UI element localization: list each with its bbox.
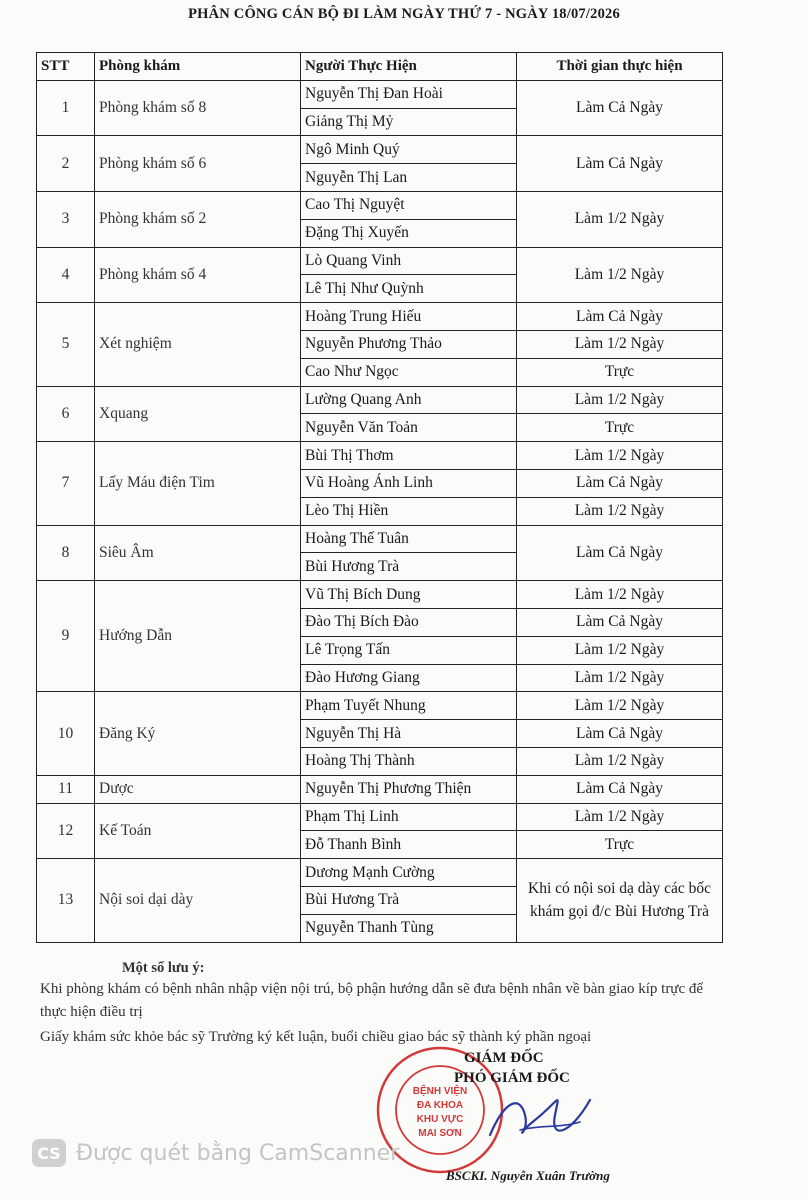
cell-person: Bùi Thị Thơm (301, 442, 517, 470)
cell-time: Làm Cả Ngày (517, 720, 723, 748)
header-stt: STT (37, 53, 95, 81)
cell-person: Đỗ Thanh Bình (301, 831, 517, 859)
cell-time: Làm 1/2 Ngày (517, 191, 723, 247)
cell-time: Làm Cả Ngày (517, 80, 723, 136)
cell-clinic: Siêu Âm (95, 525, 301, 581)
cell-person: Đào Thị Bích Đào (301, 608, 517, 636)
note-item: Giấy khám sức khỏe bác sỹ Trường ký kết luận, buổi chiều giao bác sỹ thành ký phần ngoại (40, 1029, 592, 1045)
table-row (37, 80, 723, 108)
cell-stt: 12 (37, 803, 95, 859)
cell-time: Làm 1/2 Ngày (517, 442, 723, 470)
cell-clinic: Hướng Dẫn (95, 581, 301, 692)
cell-stt: 7 (37, 442, 95, 525)
stamp-line: KHU VỰC (416, 1114, 464, 1125)
table-row (37, 386, 723, 414)
cell-clinic: Lấy Máu điện Tim (95, 442, 301, 525)
cell-time: Trực (517, 358, 723, 386)
cell-person: Nguyễn Thị Phương Thiện (301, 775, 517, 803)
cell-person: Dương Mạnh Cường (301, 859, 517, 887)
cell-stt: 6 (37, 386, 95, 442)
assignment-table (36, 52, 723, 943)
cell-time: Làm 1/2 Ngày (517, 803, 723, 831)
cell-person: Giảng Thị Mỷ (301, 108, 517, 136)
cell-person: Ngô Minh Quý (301, 136, 517, 164)
cell-person: Lèo Thị Hiền (301, 497, 517, 525)
table-row (37, 775, 723, 803)
header-clinic: Phòng khám (95, 53, 301, 81)
table-row (37, 581, 723, 609)
cell-person: Vũ Hoàng Ánh Linh (301, 469, 517, 497)
cell-stt: 10 (37, 692, 95, 775)
cell-person: Lê Thị Như Quỳnh (301, 275, 517, 303)
cell-person: Đào Hương Giang (301, 664, 517, 692)
cell-stt: 9 (37, 581, 95, 692)
cell-person: Nguyễn Phương Thảo (301, 330, 517, 358)
cell-time: Khi có nội soi dạ dày các bốc khám gọi đ/c Bùi Hương Trà (517, 859, 723, 942)
cell-person: Hoàng Thế Tuân (301, 525, 517, 553)
cell-stt: 13 (37, 859, 95, 942)
table-header-row (37, 53, 723, 81)
camscanner-text: Được quét bằng CamScanner (76, 1140, 400, 1166)
director-title: GIÁM ĐỐC (464, 1050, 544, 1066)
cell-person: Nguyễn Thị Lan (301, 164, 517, 192)
signer-name: BSCKI. Nguyễn Xuân Trường (446, 1168, 610, 1183)
handwritten-signature (480, 1080, 600, 1150)
page-title: PHÂN CÔNG CÁN BỘ ĐI LÀM NGÀY THỨ 7 - NGÀY 18/07/2026 (188, 6, 620, 22)
table-row (37, 191, 723, 219)
table-row (37, 136, 723, 164)
cell-clinic: Phòng khám số 6 (95, 136, 301, 192)
cell-time: Trực (517, 414, 723, 442)
stamp-line: ĐA KHOA (416, 1100, 464, 1111)
note-item: Khi phòng khám có bệnh nhân nhập viện nội trú, bộ phận hướng dẫn sẽ đưa bệnh nhân về bàn giao kíp trực để thực hiện điều trị (40, 981, 704, 1020)
camscanner-logo-icon: CS (32, 1139, 66, 1167)
cell-person: Phạm Thị Linh (301, 803, 517, 831)
header-person: Người Thực Hiện (301, 53, 517, 81)
cell-clinic: Phòng khám số 2 (95, 191, 301, 247)
cell-clinic: Phòng khám số 4 (95, 247, 301, 303)
cell-person: Đặng Thị Xuyến (301, 219, 517, 247)
cell-time: Trực (517, 831, 723, 859)
cell-time: Làm Cả Ngày (517, 469, 723, 497)
cell-time: Làm Cả Ngày (517, 608, 723, 636)
table-row (37, 692, 723, 720)
notes-section (40, 960, 730, 1051)
cell-person: Cao Thị Nguyệt (301, 191, 517, 219)
cell-clinic: Xét nghiệm (95, 303, 301, 386)
header-time: Thời gian thực hiện (517, 53, 723, 81)
table-row (37, 303, 723, 331)
cell-person: Bùi Hương Trà (301, 886, 517, 914)
cell-time: Làm 1/2 Ngày (517, 581, 723, 609)
cell-stt: 1 (37, 80, 95, 136)
cell-person: Lường Quang Anh (301, 386, 517, 414)
table-body (37, 80, 723, 942)
cell-person: Lê Trọng Tấn (301, 636, 517, 664)
table-row (37, 803, 723, 831)
cell-clinic: Đăng Ký (95, 692, 301, 775)
cell-person: Cao Như Ngọc (301, 358, 517, 386)
notes-title: Một số lưu ý: (122, 960, 205, 976)
cell-person: Nguyễn Thị Đan Hoài (301, 80, 517, 108)
cell-stt: 8 (37, 525, 95, 581)
cell-person: Lò Quang Vinh (301, 247, 517, 275)
cell-time: Làm 1/2 Ngày (517, 330, 723, 358)
stamp-line: MAI SƠN (418, 1128, 462, 1139)
cell-time: Làm 1/2 Ngày (517, 497, 723, 525)
cell-time: Làm Cả Ngày (517, 775, 723, 803)
cell-stt: 11 (37, 775, 95, 803)
cell-stt: 2 (37, 136, 95, 192)
cell-clinic: Dược (95, 775, 301, 803)
cell-clinic: Xquang (95, 386, 301, 442)
cell-time: Làm 1/2 Ngày (517, 664, 723, 692)
cell-person: Bùi Hương Trà (301, 553, 517, 581)
cell-time: Làm 1/2 Ngày (517, 636, 723, 664)
cell-time: Làm 1/2 Ngày (517, 247, 723, 303)
table-row (37, 859, 723, 887)
cell-time: Làm 1/2 Ngày (517, 386, 723, 414)
cell-clinic: Phòng khám số 8 (95, 80, 301, 136)
cell-time: Làm Cả Ngày (517, 136, 723, 192)
cell-time: Làm 1/2 Ngày (517, 747, 723, 775)
table-row (37, 247, 723, 275)
cell-clinic: Kế Toán (95, 803, 301, 859)
cell-person: Nguyễn Văn Toản (301, 414, 517, 442)
cell-time: Làm Cả Ngày (517, 525, 723, 581)
deputy-title: PHÓ GIÁM ĐỐC (454, 1070, 570, 1086)
cell-person: Hoàng Thị Thành (301, 747, 517, 775)
camscanner-watermark (32, 1138, 399, 1168)
cell-time: Làm Cả Ngày (517, 303, 723, 331)
table-row (37, 442, 723, 470)
cell-stt: 5 (37, 303, 95, 386)
cell-time: Làm 1/2 Ngày (517, 692, 723, 720)
cell-person: Phạm Tuyết Nhung (301, 692, 517, 720)
cell-stt: 4 (37, 247, 95, 303)
cell-person: Vũ Thị Bích Dung (301, 581, 517, 609)
table-row (37, 525, 723, 553)
stamp-line: BỆNH VIỆN (412, 1086, 468, 1097)
cell-stt: 3 (37, 191, 95, 247)
cell-person: Hoàng Trung Hiếu (301, 303, 517, 331)
cell-clinic: Nội soi dại dày (95, 859, 301, 942)
cell-person: Nguyễn Thị Hà (301, 720, 517, 748)
cell-person: Nguyễn Thanh Tùng (301, 914, 517, 942)
